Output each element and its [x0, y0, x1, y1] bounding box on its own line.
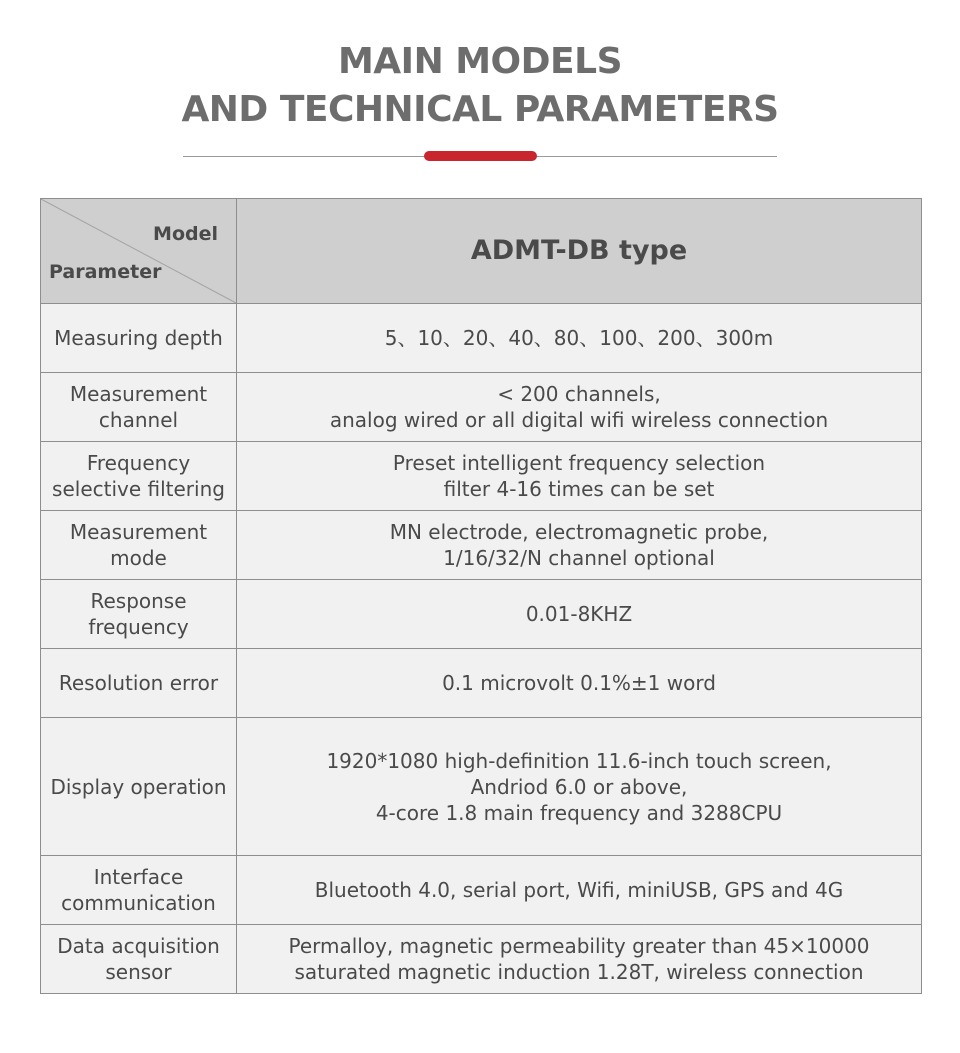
value-text: 0.01-8KHZ	[525, 602, 633, 626]
value-text: Andriod 6.0 or above,	[470, 774, 688, 799]
parameter-text: mode	[110, 546, 167, 570]
table-row	[41, 511, 922, 580]
value-cell	[237, 718, 922, 856]
value-text: < 200 channels,	[497, 382, 661, 406]
value-text: 5、10、20、40、80、100、200、300m	[384, 326, 774, 350]
table-row	[41, 856, 922, 925]
parameter-text: channel	[98, 408, 179, 432]
parameter-text: Frequency	[86, 451, 191, 475]
model-name-header: ADMT-DB type	[237, 199, 922, 304]
value-text: MN electrode, electromagnetic probe,	[389, 520, 769, 544]
parameters-table	[40, 198, 922, 994]
parameter-text: Measuring depth	[54, 326, 223, 350]
value-text: Bluetooth 4.0, serial port, Wifi, miniUSB, GPS and 4G	[314, 878, 844, 902]
parameter-text: Response	[90, 589, 187, 613]
parameter-text: Measurement	[69, 382, 208, 406]
corner-parameter-label: Parameter	[49, 261, 162, 283]
parameter-text: Data acquisition	[57, 934, 220, 958]
table-header-row	[41, 199, 922, 304]
value-text: saturated magnetic induction 1.28T, wireless connection	[294, 960, 864, 984]
table-row	[41, 718, 922, 856]
value-text: 1920*1080 high-definition 11.6-inch touch screen,	[326, 748, 832, 773]
corner-model-label: Model	[153, 223, 218, 245]
parameter-text: Display operation	[50, 774, 227, 799]
parameter-cell	[41, 580, 237, 649]
table-row	[41, 925, 922, 994]
table-row	[41, 649, 922, 718]
value-text: Permalloy, magnetic permeability greater than 45×10000	[288, 934, 870, 958]
parameter-cell	[41, 373, 237, 442]
parameter-cell	[41, 511, 237, 580]
title-divider-accent	[424, 151, 537, 161]
value-text: 0.1 microvolt 0.1%±1 word	[442, 671, 716, 695]
parameter-cell	[41, 442, 237, 511]
table-row	[41, 580, 922, 649]
page-title	[0, 38, 960, 134]
value-cell	[237, 925, 922, 994]
value-text: Preset intelligent frequency selection	[392, 451, 766, 475]
value-cell	[237, 511, 922, 580]
table-row	[41, 304, 922, 373]
parameter-cell	[41, 304, 237, 373]
value-text: 1/16/32/N channel optional	[443, 546, 715, 570]
value-cell	[237, 304, 922, 373]
parameter-text: selective filtering	[52, 477, 225, 501]
parameter-text: Interface	[93, 865, 184, 889]
title-line-1: MAIN MODELS	[337, 41, 622, 82]
value-text: filter 4-16 times can be set	[443, 477, 715, 501]
parameter-cell	[41, 649, 237, 718]
value-cell	[237, 373, 922, 442]
parameter-text: frequency	[88, 615, 189, 639]
table-row	[41, 373, 922, 442]
parameter-text: Measurement	[69, 520, 208, 544]
title-line-2: AND TECHNICAL PARAMETERS	[181, 89, 779, 130]
parameter-cell	[41, 925, 237, 994]
value-text: 4-core 1.8 main frequency and 3288CPU	[375, 800, 783, 825]
parameter-text: Resolution error	[58, 671, 219, 695]
value-cell	[237, 580, 922, 649]
parameter-text: communication	[61, 891, 216, 915]
value-cell	[237, 649, 922, 718]
value-cell	[237, 856, 922, 925]
parameter-cell	[41, 856, 237, 925]
corner-header-cell	[41, 199, 237, 304]
diagonal-divider-line	[41, 199, 236, 303]
parameter-text: sensor	[105, 960, 172, 984]
value-text: analog wired or all digital wifi wireless connection	[329, 408, 829, 432]
parameter-cell	[41, 718, 237, 856]
table-row	[41, 442, 922, 511]
value-cell	[237, 442, 922, 511]
